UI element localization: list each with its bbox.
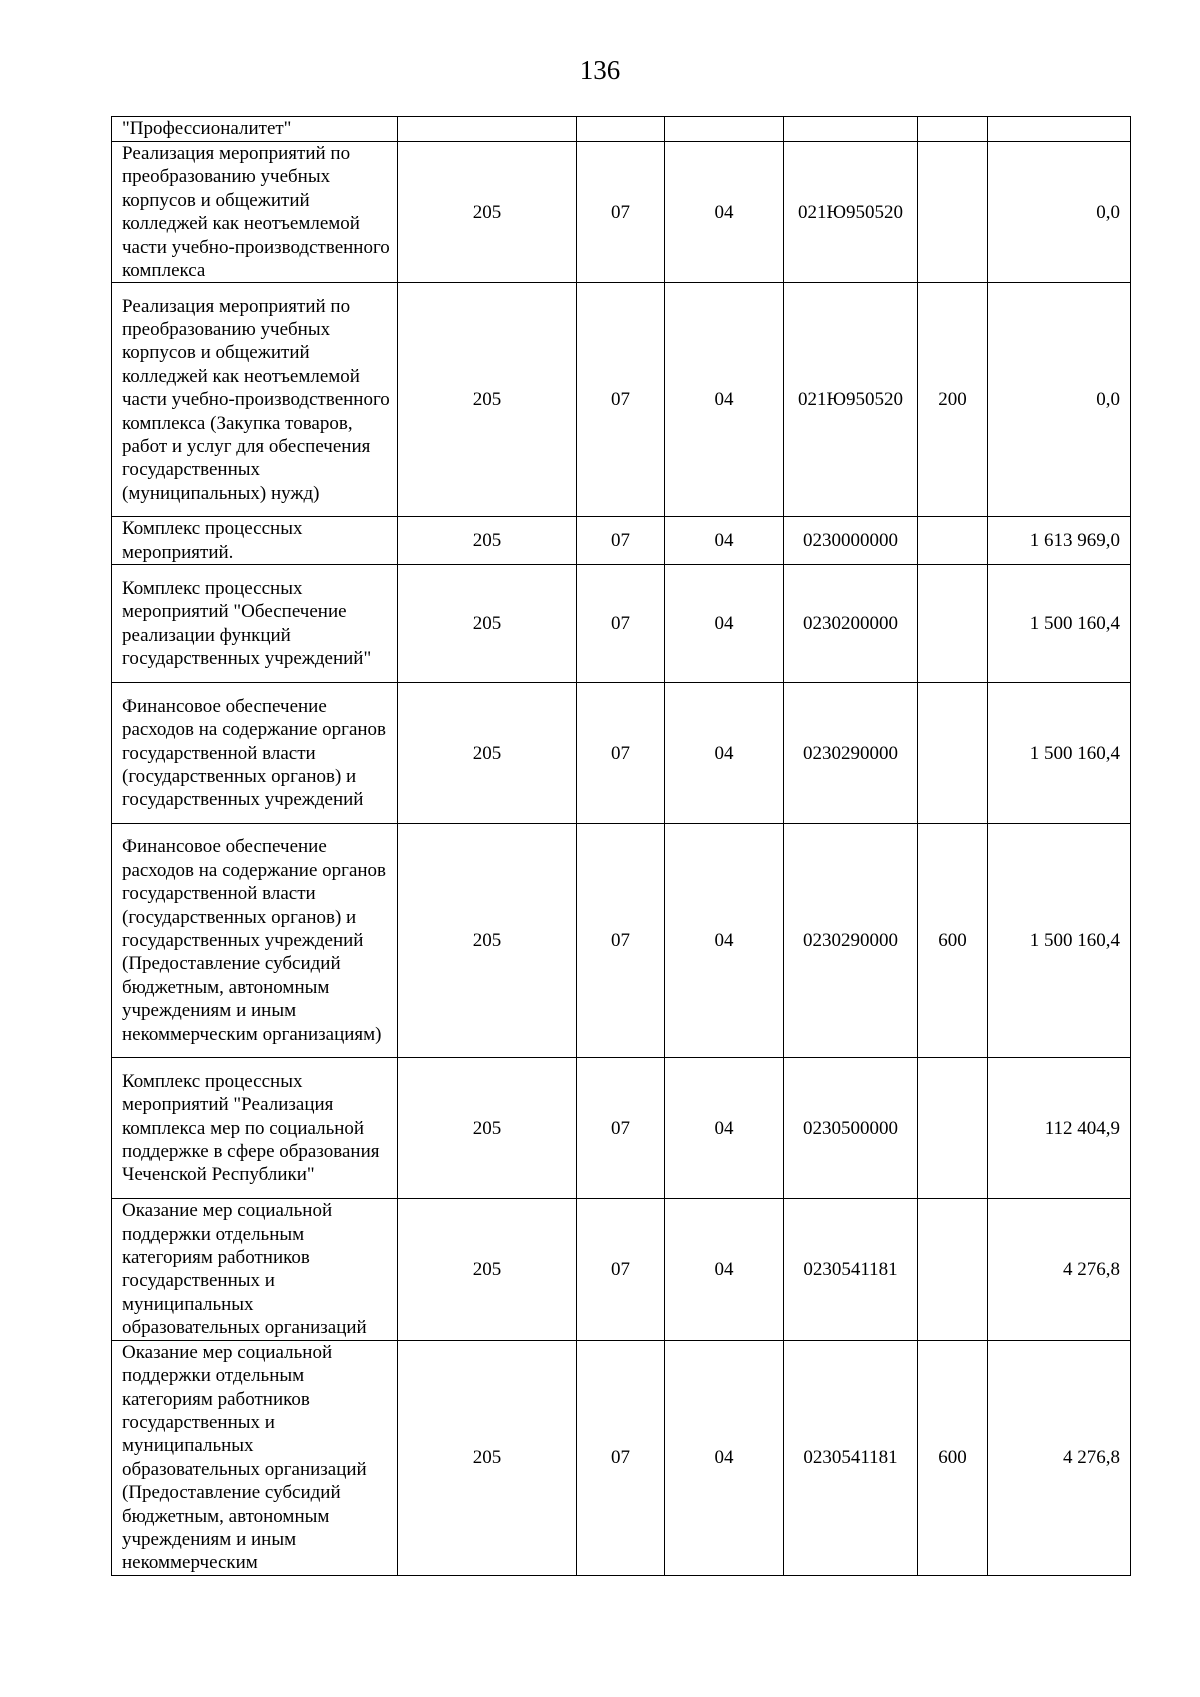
- row-name-cell: Реализация мероприятий по преобразованию учебных корпусов и общежитий колледжей как неотъемлемой части учебно-производственного комплекса (Закупка товаров, работ и услуг для обеспечения государственных (муниципальных) нужд): [112, 283, 398, 517]
- row-name-cell: Финансовое обеспечение расходов на содержание органов государственной власти (государственных органов) и государственных учреждений (Предоставление субсидий бюджетным, автономным учреждениям и иным некоммерческим организациям): [112, 824, 398, 1058]
- target-article-cell: 0230541181: [784, 1199, 918, 1340]
- row-name-cell: Оказание мер социальной поддержки отдельным категориям работников государственных и муниципальных образовательных организаций: [112, 1199, 398, 1340]
- expense-type-cell: 600: [918, 824, 988, 1058]
- admin-code-cell: 205: [398, 283, 577, 517]
- table-row: [112, 1340, 1131, 1575]
- admin-code-cell: 205: [398, 1058, 577, 1199]
- target-article-cell: 0230290000: [784, 824, 918, 1058]
- row-name-cell: "Профессионалитет": [112, 117, 398, 142]
- subsection-code-cell: 04: [665, 565, 784, 683]
- table-row: [112, 824, 1131, 1058]
- admin-code-cell: 205: [398, 142, 577, 283]
- budget-table: [111, 116, 1131, 1576]
- table-row: [112, 1199, 1131, 1340]
- subsection-code-cell: 04: [665, 683, 784, 824]
- admin-code-cell: [398, 117, 577, 142]
- admin-code-cell: 205: [398, 565, 577, 683]
- section-code-cell: 07: [577, 824, 665, 1058]
- amount-cell: 112 404,9: [988, 1058, 1131, 1199]
- amount-cell: 1 500 160,4: [988, 683, 1131, 824]
- admin-code-cell: 205: [398, 1199, 577, 1340]
- target-article-cell: [784, 117, 918, 142]
- expense-type-cell: [918, 683, 988, 824]
- expense-type-cell: [918, 117, 988, 142]
- target-article-cell: 021Ю950520: [784, 142, 918, 283]
- section-code-cell: 07: [577, 283, 665, 517]
- amount-cell: 1 500 160,4: [988, 824, 1131, 1058]
- amount-cell: 4 276,8: [988, 1340, 1131, 1575]
- expense-type-cell: [918, 1058, 988, 1199]
- subsection-code-cell: [665, 117, 784, 142]
- subsection-code-cell: 04: [665, 283, 784, 517]
- amount-cell: 4 276,8: [988, 1199, 1131, 1340]
- section-code-cell: 07: [577, 1058, 665, 1199]
- amount-cell: [988, 117, 1131, 142]
- subsection-code-cell: 04: [665, 1199, 784, 1340]
- expense-type-cell: [918, 565, 988, 683]
- row-name-cell: Финансовое обеспечение расходов на содержание органов государственной власти (государственных органов) и государственных учреждений: [112, 683, 398, 824]
- section-code-cell: 07: [577, 142, 665, 283]
- expense-type-cell: [918, 517, 988, 565]
- amount-cell: 0,0: [988, 142, 1131, 283]
- target-article-cell: 021Ю950520: [784, 283, 918, 517]
- expense-type-cell: 200: [918, 283, 988, 517]
- row-name-cell: Комплекс процессных мероприятий "Реализация комплекса мер по социальной поддержке в сфере образования Чеченской Республики": [112, 1058, 398, 1199]
- section-code-cell: 07: [577, 517, 665, 565]
- admin-code-cell: 205: [398, 1340, 577, 1575]
- target-article-cell: 0230000000: [784, 517, 918, 565]
- table-row: [112, 683, 1131, 824]
- subsection-code-cell: 04: [665, 142, 784, 283]
- row-name-cell: Комплекс процессных мероприятий "Обеспечение реализации функций государственных учреждений": [112, 565, 398, 683]
- subsection-code-cell: 04: [665, 517, 784, 565]
- admin-code-cell: 205: [398, 683, 577, 824]
- table-row: [112, 142, 1131, 283]
- expense-type-cell: 600: [918, 1340, 988, 1575]
- table-row: [112, 1058, 1131, 1199]
- table-row: [112, 565, 1131, 683]
- row-name-cell: Оказание мер социальной поддержки отдельным категориям работников государственных и муниципальных образовательных организаций (Предоставление субсидий бюджетным, автономным учреждениям и иным некоммерческим: [112, 1340, 398, 1575]
- section-code-cell: 07: [577, 683, 665, 824]
- table-row: [112, 517, 1131, 565]
- section-code-cell: 07: [577, 565, 665, 683]
- section-code-cell: 07: [577, 1340, 665, 1575]
- expense-type-cell: [918, 1199, 988, 1340]
- row-name-cell: Комплекс процессных мероприятий.: [112, 517, 398, 565]
- subsection-code-cell: 04: [665, 824, 784, 1058]
- target-article-cell: 0230290000: [784, 683, 918, 824]
- table-body: [112, 117, 1131, 1576]
- amount-cell: 1 500 160,4: [988, 565, 1131, 683]
- amount-cell: 0,0: [988, 283, 1131, 517]
- section-code-cell: [577, 117, 665, 142]
- expense-type-cell: [918, 142, 988, 283]
- page-number: 136: [579, 55, 621, 85]
- admin-code-cell: 205: [398, 824, 577, 1058]
- section-code-cell: 07: [577, 1199, 665, 1340]
- table-row: [112, 283, 1131, 517]
- target-article-cell: 0230500000: [784, 1058, 918, 1199]
- subsection-code-cell: 04: [665, 1058, 784, 1199]
- target-article-cell: 0230541181: [784, 1340, 918, 1575]
- amount-cell: 1 613 969,0: [988, 517, 1131, 565]
- subsection-code-cell: 04: [665, 1340, 784, 1575]
- row-name-cell: Реализация мероприятий по преобразованию учебных корпусов и общежитий колледжей как неотъемлемой части учебно-производственного комплекса: [112, 142, 398, 283]
- admin-code-cell: 205: [398, 517, 577, 565]
- table-row: [112, 117, 1131, 142]
- target-article-cell: 0230200000: [784, 565, 918, 683]
